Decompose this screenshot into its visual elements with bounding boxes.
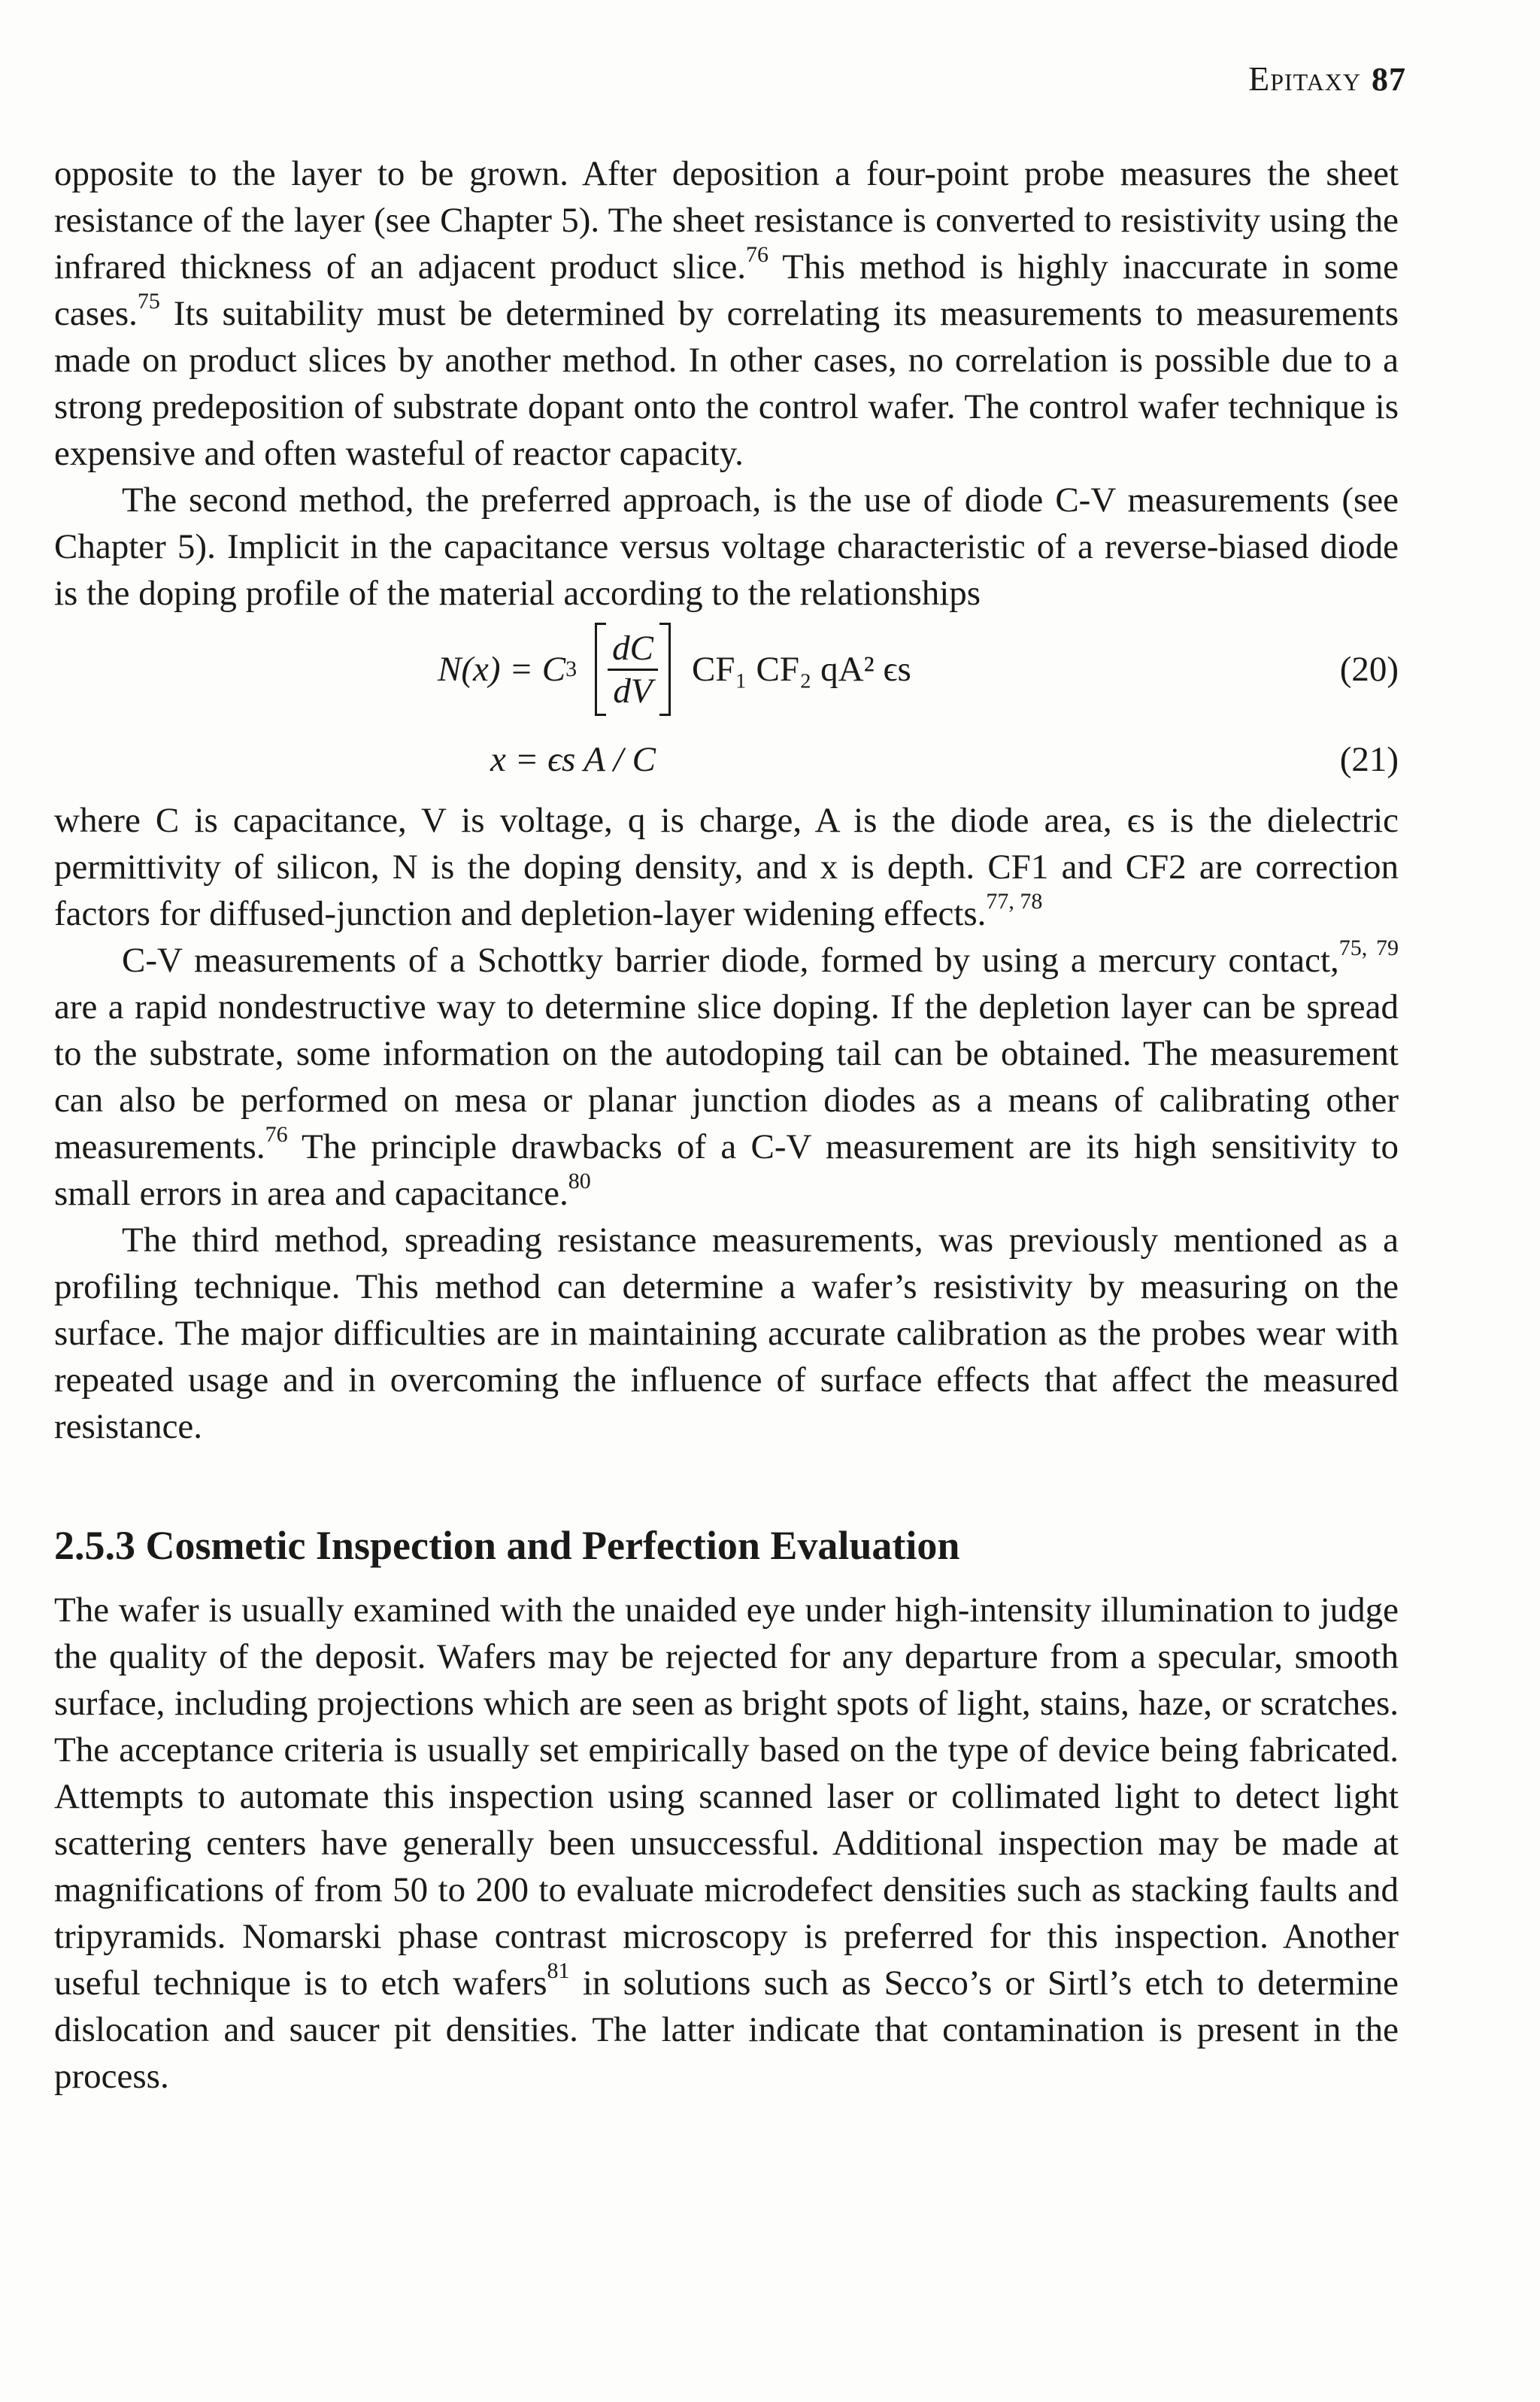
footnote-ref: 81: [547, 1958, 570, 1983]
eq20-bracket: [595, 623, 671, 716]
equation-number: (21): [1339, 740, 1399, 779]
equation-number: (20): [1339, 650, 1399, 689]
equation-20: N(x) = C 3 $\frac{dC}{dV}$ CF₁ CF₂ qA² ϵs (20): [54, 617, 1399, 722]
eq20-lhs: N(x) = C: [438, 650, 566, 689]
paragraph-4: C-V measurements of a Schottky barrier diode, formed by using a mercury contact,$^{75, 79}$ are a rapid nondestructive way to determine slice doping. If the depletion layer can be spread to the substrate, some information on the autodoping tail can be obtained. The measurement can also be performed on mesa or planar junction diodes as a means of calibrating other measurements.$^{76}$ The principle drawbacks of a C-V measurement are its high sensitivity to small errors in area and capacitance.$^{80}$: [54, 936, 1399, 1213]
equation-21: [54, 722, 1399, 797]
page-body: [54, 150, 1399, 2100]
eq20-rhs: CF₁ CF₂ qA² ϵs: [691, 650, 911, 689]
paragraph-6: The wafer is usually examined with the unaided eye under high-intensity illumination to judge the quality of the deposit. Wafers may be rejected for any departure from a specular, smooth surface, including projections which are seen as bright spots of light, stains, haze, or scratches. The acceptance criteria is usually set empirically based on the type of device being fabricated. Attempts to automate this inspection using scanned laser or collimated light to detect light scattering centers have generally been unsuccessful. Additional inspection may be made at magnifications of from 50 to 200 to evaluate microdefect densities such as stacking faults and tripyramids. Nomarski phase contrast microscopy is preferred for this inspection. Another useful technique is to etch wafers$^{81}$ in solutions such as Secco’s or Sirtl’s etch to determine dislocation and saucer pit densities. The latter indicate that contamination is present in the process.: [54, 1591, 1399, 2096]
running-head: [1248, 59, 1406, 99]
paragraph-2: The second method, the preferred approach, is the use of diode C-V measurements (see Chapter 5). Implicit in the capacitance versus voltage characteristic of a reverse-biased diode is the doping profile of the material according to the relationships: [54, 481, 1399, 613]
section-heading: 2.5.3 Cosmetic Inspection and Perfection Evaluation: [54, 1523, 960, 1568]
footnote-ref: 76: [265, 1122, 288, 1147]
footnote-ref: 75, 79: [1338, 936, 1399, 960]
paragraph-3: where C is capacitance, V is voltage, q is charge, A is the diode area, ϵs is the dielectric permittivity of silicon, N is the doping density, and x is depth. CF1 and CF2 are correction factors for diffused-junction and depletion-layer widening effects.$^{77, 78}$: [54, 801, 1399, 933]
section-gap: [54, 1450, 1399, 1519]
eq20-fraction: [608, 628, 658, 711]
running-title: Epitaxy: [1248, 59, 1361, 98]
footnote-ref: 80: [568, 1169, 591, 1193]
page-number: 87: [1372, 61, 1406, 98]
eq20-numerator: dC: [608, 628, 658, 671]
footnote-ref: 76: [746, 242, 769, 267]
paragraph-5: The third method, spreading resistance measurements, was previously mentioned as a profiling technique. This method can determine a wafer’s resistivity by measuring on the surface. The major difficulties are in maintaining accurate calibration as the probes wear with repeated usage and in overcoming the influence of surface effects that affect the measured resistance.: [54, 1221, 1399, 1446]
paragraph-1: opposite to the layer to be grown. After deposition a four-point probe measures the sheet resistance of the layer (see Chapter 5). The sheet resistance is converted to resistivity using the infrared thickness of an adjacent product slice.$^{76}$ This method is highly inaccurate in some cases.$^{75}$ Its suitability must be determined by correlating its measurements to measurements made on product slices by another method. In other cases, no correlation is possible due to a strong predeposition of substrate dopant onto the control wafer. The control wafer technique is expensive and often wasteful of reactor capacity.: [54, 154, 1399, 473]
eq20-denominator: dV: [613, 671, 653, 711]
footnote-ref: 75: [137, 289, 160, 314]
eq21-body: x = ϵs A / C: [490, 740, 656, 779]
footnote-ref: 77, 78: [986, 889, 1043, 914]
